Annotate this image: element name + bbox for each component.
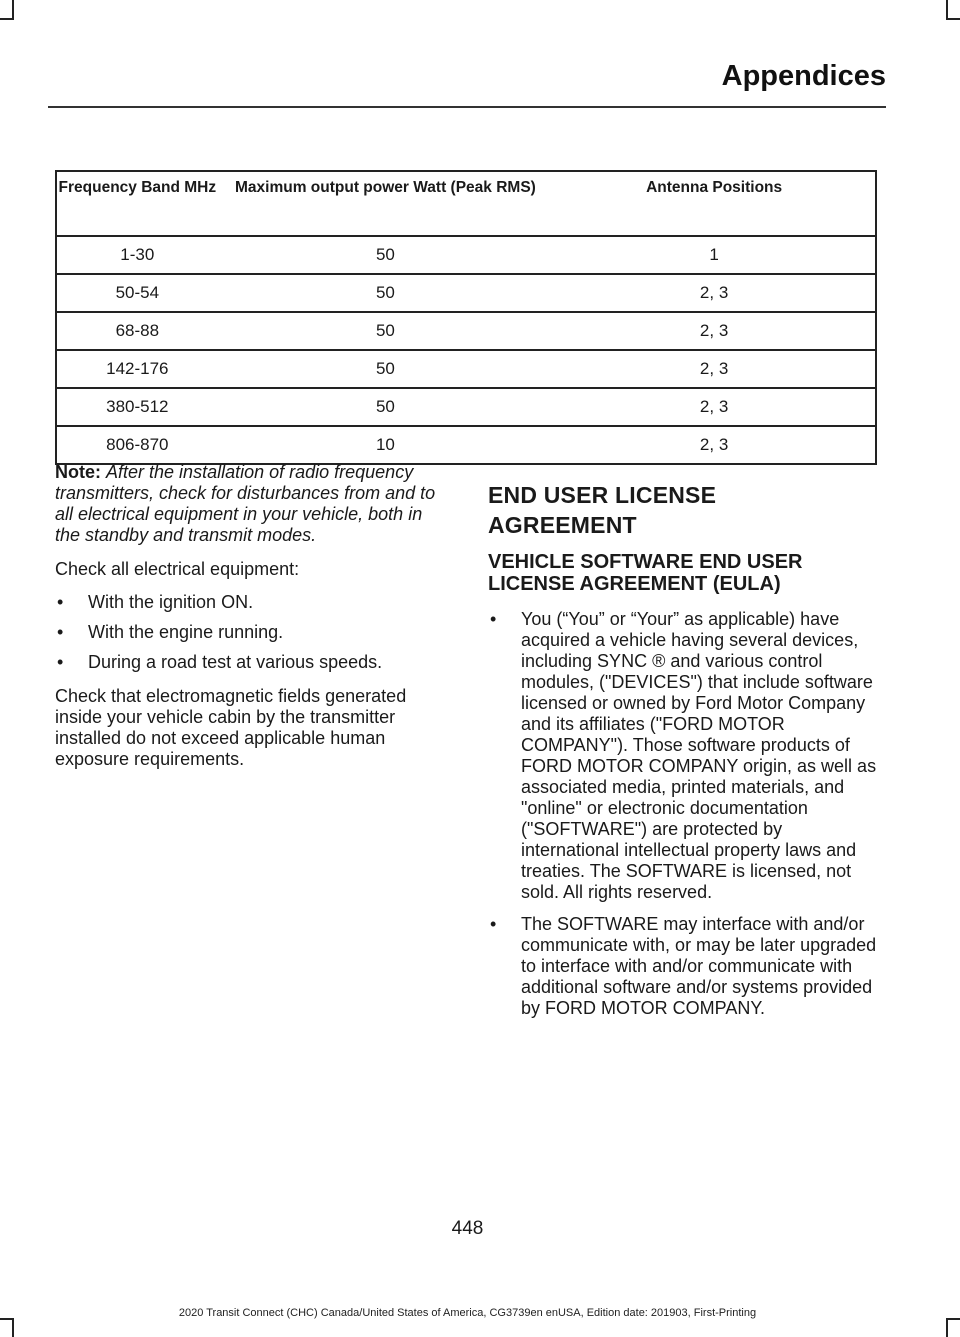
list-item [488,609,880,903]
column-header-power: Maximum output power Watt (Peak RMS) [218,171,554,236]
section-heading-line2: AGREEMENT [488,512,637,538]
note-label: Note: [55,462,101,482]
frequency-table [55,170,877,465]
list-item-text: During a road test at various speeds. [88,652,383,672]
footer-text: 2020 Transit Connect (CHC) Canada/United States of America, CG3739en enUSA, Edition date: 201903, First-Printing [178,1307,757,1319]
right-column [488,480,880,1032]
cell-power: 50 [218,388,554,426]
closing-paragraph: Check that electromagnetic fields generated inside your vehicle cabin by the transmitter installed do not exceed applicable human exposure requirements. [55,686,407,769]
cell-power: 50 [218,312,554,350]
bullet-icon: • [57,592,64,612]
bullet-icon: • [57,652,64,672]
list-item-text: You (“You” or “Your” as applicable) have acquired a vehicle having several devices, including SYNC ® and various control modules, ("DEVICES") that include software licensed or owned by Ford Motor Company and its affiliates ("FORD MOTOR COMPANY"). Those software products of FORD MOTOR COMPANY origin, as well as associated media, printed materials, and "online" or electronic documentation ("SOFTWARE") are protected by international intellectual property laws and treaties. The SOFTWARE is licensed, not sold. All rights reserved. [521,609,877,902]
cell-power: 10 [218,426,554,464]
cell-frequency: 806-870 [56,426,218,464]
table-row [56,236,876,274]
bullet-icon: • [490,914,497,934]
table-row [56,312,876,350]
header-divider [48,106,886,108]
cell-frequency: 380-512 [56,388,218,426]
cell-antenna: 2, 3 [553,350,876,388]
bullet-icon: • [57,622,64,642]
page-number: 448 [451,1218,484,1239]
table-row [56,388,876,426]
page-title: Appendices [721,60,886,92]
crop-mark [946,18,960,20]
section-heading-line1: END USER LICENSE [488,482,717,508]
bullet-icon: • [490,609,497,629]
cell-antenna: 2, 3 [553,312,876,350]
crop-mark [0,18,14,20]
cell-frequency: 142-176 [56,350,218,388]
section-heading [488,480,880,540]
cell-antenna: 2, 3 [553,388,876,426]
table-row [56,350,876,388]
cell-antenna: 1 [553,236,876,274]
note-text: After the installation of radio frequency transmitters, check for disturbances from and to all electrical equipment in your vehicle, both in the standby and transmit modes. [55,462,436,545]
crop-mark [12,0,14,18]
cell-frequency: 1-30 [56,236,218,274]
cell-frequency: 50-54 [56,274,218,312]
cell-frequency: 68-88 [56,312,218,350]
check-intro: Check all electrical equipment: [55,559,300,579]
note-paragraph [55,462,450,546]
crop-mark [946,1318,960,1320]
table-row [56,426,876,464]
cell-power: 50 [218,274,554,312]
cell-antenna: 2, 3 [553,274,876,312]
list-item-text: With the ignition ON. [88,592,254,612]
eula-list [488,609,880,1019]
column-header-antenna: Antenna Positions [553,171,876,236]
crop-mark [946,0,948,18]
table-row [56,274,876,312]
cell-antenna: 2, 3 [553,426,876,464]
list-item [55,652,450,673]
table-header-row [56,171,876,236]
check-list [55,592,450,673]
list-item [55,622,450,643]
list-item-text: With the engine running. [88,622,284,642]
column-header-frequency: Frequency Band MHz [56,171,218,236]
list-item [488,914,880,1019]
crop-mark [946,1318,948,1337]
cell-power: 50 [218,236,554,274]
cell-power: 50 [218,350,554,388]
left-column [55,462,450,782]
subheading: VEHICLE SOFTWARE END USER LICENSE AGREEMENT (EULA) [488,551,803,595]
crop-mark [12,1318,14,1337]
list-item [55,592,450,613]
list-item-text: The SOFTWARE may interface with and/or communicate with, or may be later upgraded to interface with and/or communicate with additional software and/or systems provided by FORD MOTOR COMPANY. [521,914,877,1018]
